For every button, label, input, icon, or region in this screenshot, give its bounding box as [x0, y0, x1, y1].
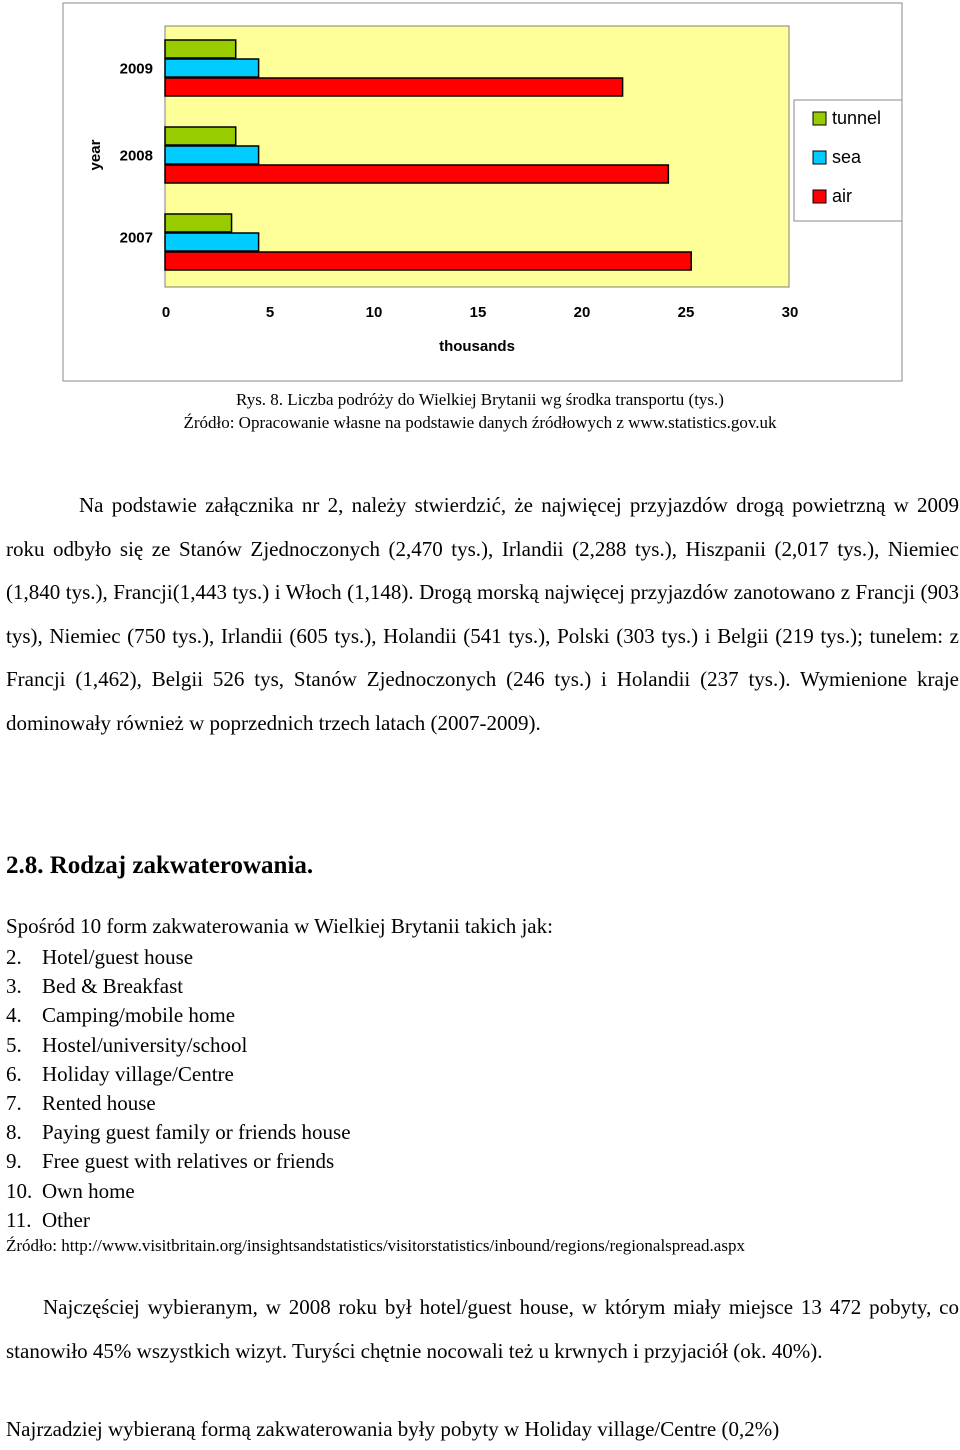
bar-air-2007 — [165, 252, 691, 270]
list-intro: Spośród 10 form zakwaterowania w Wielkiej Brytanii takich jak: — [6, 914, 553, 938]
list-item-text: Hostel/university/school — [42, 1032, 248, 1057]
list-item-text: Paying guest family or friends house — [42, 1120, 351, 1145]
figure-source: Źródło: Opracowanie własne na podstawie danych źródłowych z www.statistics.gov.uk — [183, 413, 777, 432]
list-item-number: 2. — [6, 945, 22, 969]
list-item — [6, 1031, 351, 1060]
list-item — [6, 1060, 351, 1089]
list-item — [6, 1177, 351, 1206]
bar-tunnel-2007 — [165, 214, 232, 232]
bar-sea-2008 — [165, 146, 259, 164]
list-item — [6, 1147, 351, 1176]
list-item-text: Bed & Breakfast — [42, 974, 184, 999]
bar-air-2008 — [165, 165, 668, 183]
bar-air-2009 — [165, 78, 623, 96]
paragraph-transport-text: Na podstawie załącznika nr 2, należy stwierdzić, że najwięcej przyjazdów drogą powietrzną w 2009 roku odbyło się ze Stanów Zjednoczonych (2,470 tys.), Irlandii (2,288 tys.), Hiszpanii (2,017 tys.), Niemiec (1,840 tys.), Francji(1,443 tys.) i Włoch (1,148). Drogą morską najwięcej przyjazdów zanotowano z Francji (903 tys), Niemiec (750 tys.), Irlandii (605 tys.), Holandii (541 tys.), Polski (303 tys.) i Belgii (219 tys.); tunelem: z Francji (1,462), Belgii 526 tys, Stanów Zjednoczonych (246 tys.) i Holandii (237 tys.). Wymienione kraje dominowały również w poprzednich trzech latach (2007-2009). — [6, 493, 959, 735]
accommodation-list — [6, 943, 351, 1235]
paragraph-hotel — [6, 1286, 959, 1373]
x-axis-title: thousands — [439, 338, 515, 355]
x-tick-label: 15 — [469, 304, 487, 321]
list-item-text: Rented house — [42, 1091, 156, 1116]
list-item — [6, 1118, 351, 1147]
list-item-number: 8. — [6, 1120, 22, 1145]
list-item — [6, 1089, 351, 1118]
legend-label-tunnel: tunnel — [832, 108, 882, 128]
paragraph-transport — [6, 484, 959, 745]
legend-label-air: air — [832, 186, 853, 206]
list-item-number: 4. — [6, 1003, 22, 1028]
legend-swatch-sea — [813, 151, 826, 164]
list-item-text: Free guest with relatives or friends — [42, 1149, 335, 1174]
y-axis-title: year — [87, 139, 104, 171]
category-label: 2007 — [119, 229, 153, 247]
x-tick-label: 10 — [365, 304, 383, 321]
bar-chart-svg — [0, 0, 960, 385]
list-item — [6, 943, 351, 972]
section-heading: 2.8. Rodzaj zakwaterowania. — [6, 852, 314, 879]
paragraph-hotel-text: Najczęściej wybieranym, w 2008 roku był hotel/guest house, w którym miały miejsce 13 472 pobyty, co stanowiło 45% wszystkich wizyt. Turyści chętnie nocowali też u krwnych i przyjaciół (ok. 40%). — [6, 1295, 959, 1363]
list-item-text: Own home — [42, 1178, 135, 1203]
legend-swatch-air — [813, 190, 826, 203]
legend-label-sea: sea — [832, 147, 862, 167]
list-item — [6, 972, 351, 1001]
x-tick-label: 0 — [161, 304, 171, 321]
x-tick-label: 25 — [677, 304, 695, 321]
bar-tunnel-2009 — [165, 40, 236, 58]
list-item — [6, 1001, 351, 1030]
x-tick-label: 5 — [265, 304, 275, 321]
paragraph-holiday: Najrzadziej wybieraną formą zakwaterowania były pobyty w Holiday village/Centre (0,2%) — [6, 1417, 780, 1441]
list-item-number: 3. — [6, 974, 22, 999]
figure-caption: Rys. 8. Liczba podróży do Wielkiej Brytanii wg środka transportu (tys.) — [236, 390, 724, 409]
chart — [0, 0, 960, 385]
list-item-text: Other — [42, 1207, 90, 1232]
list-item — [6, 1206, 351, 1235]
list-item-number: 7. — [6, 1091, 22, 1116]
legend-swatch-tunnel — [813, 112, 826, 125]
list-item-number: 5. — [6, 1032, 22, 1057]
x-tick-label: 30 — [781, 304, 799, 321]
list-item-number: 9. — [6, 1149, 22, 1174]
bar-sea-2007 — [165, 233, 259, 251]
category-label: 2009 — [119, 60, 153, 78]
list-item-text: Camping/mobile home — [42, 1003, 236, 1028]
list-item-number: 11. — [6, 1207, 32, 1232]
list-item-text: Hotel/guest house — [42, 945, 194, 969]
bar-tunnel-2008 — [165, 127, 236, 145]
x-tick-label: 20 — [573, 304, 591, 321]
list-item-number: 10. — [6, 1178, 33, 1203]
list-item-number: 6. — [6, 1061, 22, 1086]
legend — [794, 100, 902, 221]
accommodation-source: Źródło: http://www.visitbritain.org/insightsandstatistics/visitorstatistics/inbound/regions/regionalspread.aspx — [6, 1236, 745, 1255]
category-label: 2008 — [119, 147, 153, 165]
list-item-text: Holiday village/Centre — [42, 1061, 234, 1086]
bar-sea-2009 — [165, 59, 259, 77]
